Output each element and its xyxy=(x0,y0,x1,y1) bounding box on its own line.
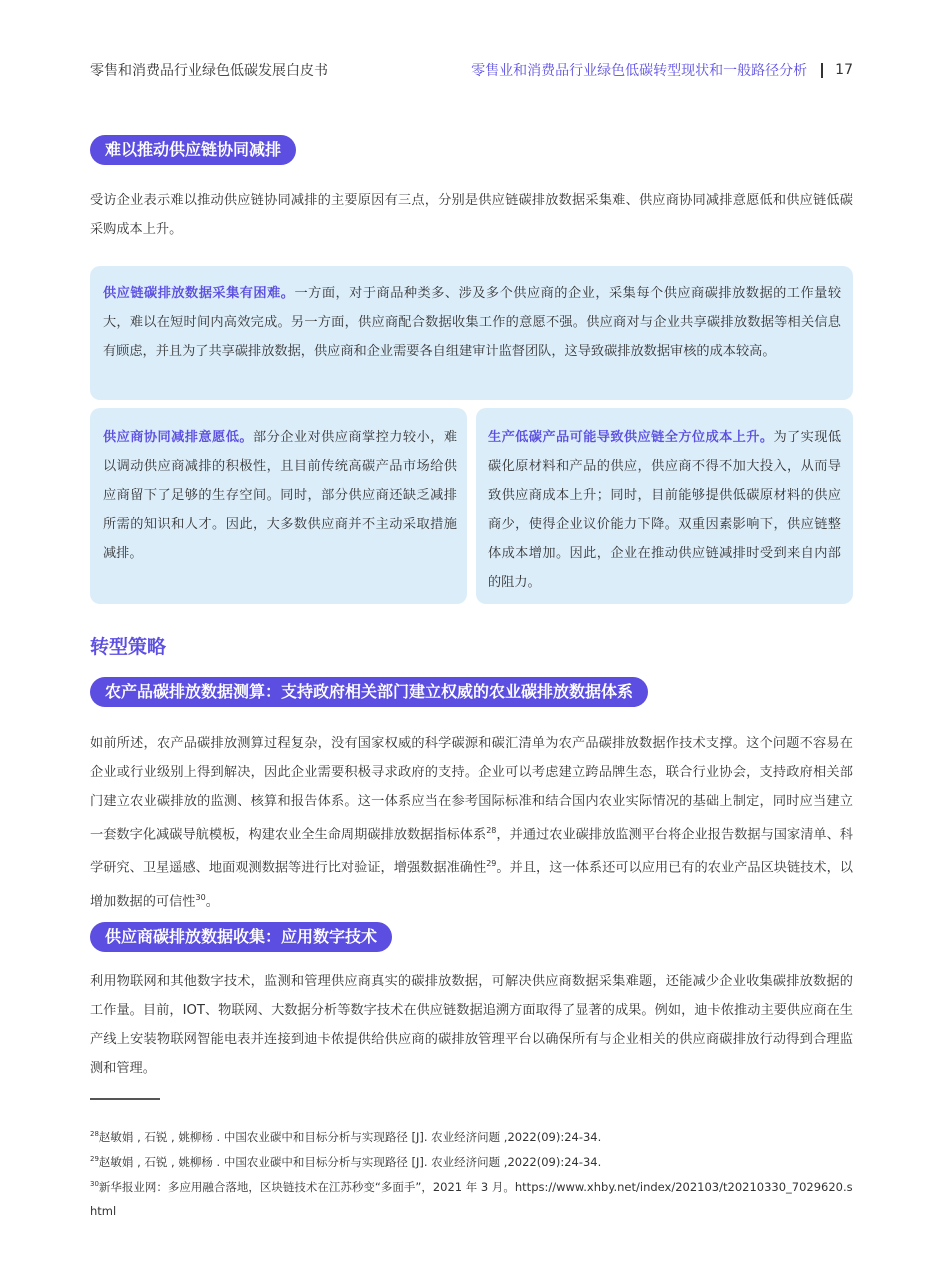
heading-pill-agri-data: 农产品碳排放数据测算：支持政府相关部门建立权威的农业碳排放数据体系 xyxy=(90,677,648,707)
page-number: 17 xyxy=(835,62,853,78)
agri-text-1: 如前所述，农产品碳排放测算过程复杂，没有国家权威的科学碳源和碳汇清单为农产品碳排放数据作技术支撑。这个问题不容易在企业或行业级别上得到解决，因此企业需要积极寻求政府的支持。企业可以考虑建立跨品牌生态，联合行业协会，支持政府相关部门建立农业碳排放的监测、核算和报告体系。这一体系应当在参考国际标准和结合国内农业实际情况的基础上制定，同时应当建立一套数字化减碳导航模板，构建农业全生命周期碳排放数据指标体系 xyxy=(90,736,853,843)
box-supplier-text xyxy=(103,423,457,568)
footnote-num: 28 xyxy=(90,1130,99,1138)
document-title: 零售和消费品行业绿色低碳发展白皮书 xyxy=(90,63,328,79)
agri-text-4: 。 xyxy=(205,894,219,910)
footnote-text: 赵敏娟 , 石锐 , 姚柳杨 . 中国农业碳中和目标分析与实现路径 [J]. 农业经济问题 ,2022(09):24-34. xyxy=(98,1154,602,1169)
agri-text-3: 。并且，这一体系还可以应用已有的农业产品区块链技术，以增加数据的可信性 xyxy=(90,860,853,910)
header-right xyxy=(471,60,853,80)
header-separator xyxy=(821,63,823,78)
box-supplier-willingness xyxy=(90,408,467,604)
footnote-num: 29 xyxy=(90,1155,99,1163)
agri-text-2: ，并通过农业碳排放监测平台将企业报告数据与国家清单、科学研究、卫星遥感、地面观测数据等进行比对验证，增强数据准确性 xyxy=(90,827,853,876)
box-supplier-lead: 供应商协同减排意愿低。 xyxy=(103,430,253,445)
box-cost-text xyxy=(488,423,841,597)
agri-data-paragraph xyxy=(90,729,853,916)
box-supplier-body: 部分企业对供应商掌控力较小，难以调动供应商减排的积极性，且目前传统高碳产品市场给供应商留下了足够的生存空间。同时，部分供应商还缺乏减排所需的知识和人才。因此，大多数供应商并不主动采取措施减排。 xyxy=(103,430,458,561)
footnote-ref-30: 30 xyxy=(195,892,206,902)
box-data-collection-body: 一方面，对于商品种类多、涉及多个供应商的企业，采集每个供应商碳排放数据的工作量较大，难以在短时间内高效完成。另一方面，供应商配合数据收集工作的意愿不强。供应商对与企业共享碳排放数据等相关信息有顾虑，并且为了共享碳排放数据，供应商和企业需要各自组建审计监督团队，这导致碳排放数据审核的成本较高。 xyxy=(103,286,842,359)
footnote-text: 赵敏娟 , 石锐 , 姚柳杨 . 中国农业碳中和目标分析与实现路径 [J]. 农业经济问题 ,2022(09):24-34. xyxy=(98,1129,602,1144)
box-data-collection-lead: 供应链碳排放数据采集有困难。 xyxy=(103,286,295,301)
heading-pill-digital-tech: 供应商碳排放数据收集：应用数字技术 xyxy=(90,922,392,952)
digital-tech-paragraph: 利用物联网和其他数字技术，监测和管理供应商真实的碳排放数据，可解决供应商数据采集难题，还能减少企业收集碳排放数据的工作量。目前，IOT、物联网、大数据分析等数字技术在供应链数据追溯方面取得了显著的成果。例如，迪卡侬推动主要供应商在生产线上安装物联网智能电表并连接到迪卡侬提供给供应商的碳排放管理平台以确保所有与企业相关的供应商碳排放行动得到合理监测和管理。 xyxy=(90,974,853,1076)
box-cost-lead: 生产低碳产品可能导致供应链全方位成本上升。 xyxy=(488,430,774,445)
box-data-collection xyxy=(90,266,853,400)
footnote-num: 30 xyxy=(90,1180,99,1188)
box-cost-increase xyxy=(476,408,853,604)
box-cost-body: 为了实现低碳化原材料和产品的供应，供应商不得不加大投入，从而导致供应商成本上升；同时，目前能够提供低碳原材料的供应商少，使得企业议价能力下降。双重因素影响下，供应链整体成本增加。因此，企业在推动供应链减排时受到来自内部的阻力。 xyxy=(488,430,842,590)
chapter-title: 零售业和消费品行业绿色低碳转型现状和一般路径分析 xyxy=(471,63,808,79)
heading-pill-supply-chain: 难以推动供应链协同减排 xyxy=(90,135,296,165)
footnote-ref-28: 28 xyxy=(486,826,497,835)
box-data-collection-text xyxy=(103,279,841,366)
footnote-30 xyxy=(90,1172,853,1223)
footnote-ref-29: 29 xyxy=(486,859,497,869)
footnote-divider xyxy=(90,1098,160,1100)
section-title-strategy: 转型策略 xyxy=(90,636,167,658)
footnote-29 xyxy=(90,1147,853,1174)
footnote-28 xyxy=(90,1122,853,1149)
intro-paragraph: 受访企业表示难以推动供应链协同减排的主要原因有三点，分别是供应链碳排放数据采集难、供应商协同减排意愿低和供应链低碳采购成本上升。 xyxy=(90,193,853,237)
footnote-text: 新华报业网：多应用融合落地，区块链技术在江苏秒变“多面手”，2021 年 3 月。https://www.xhby.net/index/202103/t20210330_7029620.shtml xyxy=(90,1179,853,1218)
